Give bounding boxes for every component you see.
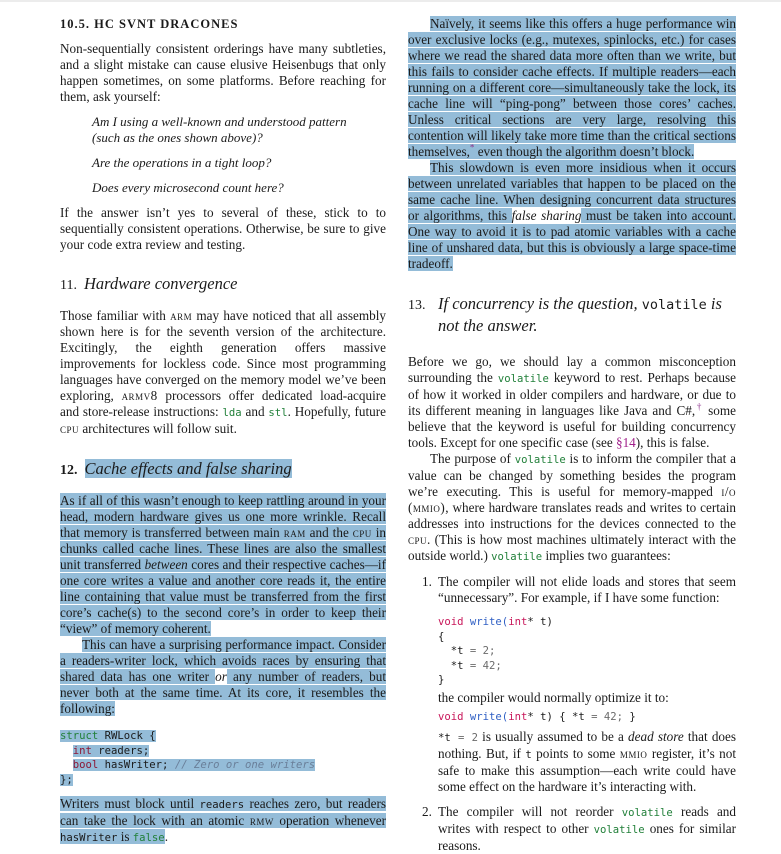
code-text: = 2; — [469, 645, 496, 658]
text-run: Naïvely, it seems like this offers a huge performance win over exclusive locks (e.g., mutexes, spinlocks, etc.) for cases where we read the shared data more often than we write, but this fails to consider cache effects. If multiple readers—each running on a different core—simultaneously take the lock, its cache line will “ping-pong” between those cores’ caches. Unless critical sections are very large, resolving this contention will likely take more time than the critical sections themselves, — [408, 16, 736, 159]
code-text: } — [623, 710, 636, 723]
code-text: * t) { *t — [527, 710, 592, 723]
highlight — [60, 493, 386, 636]
text-run: reaches zero, but readers can take the lock with an atomic — [60, 796, 386, 829]
section-number: 12. — [60, 463, 78, 478]
text-run: operation whenever — [273, 813, 386, 829]
code-keyword: struct — [60, 730, 99, 742]
text-run: any number of readers, but never both at the same time. At its core, it resembles the following: — [60, 669, 386, 716]
section-12-paragraph-2[interactable] — [60, 637, 386, 717]
abbr-cpu: cpu — [352, 525, 372, 540]
text-run: . Hopefully, future — [287, 404, 386, 419]
code-block-optimized — [438, 710, 736, 725]
text-run: This slowdown is even more insidious when it occurs between unrelated variables that happen to be placed on the same cache line. When designing concurrent data structures or algorithms, this — [408, 160, 736, 223]
abbr-mmio: mmio — [619, 745, 648, 761]
section-13-heading — [408, 294, 736, 336]
highlight — [60, 796, 386, 844]
text-run: must be taken into account. One way to avoid it is to pad atomic variables with a cache line of unshared data, but this is obviously a large space-time tradeoff. — [408, 208, 736, 271]
code-text: * t) — [527, 616, 553, 628]
code-text: { — [438, 630, 445, 643]
abbr-mmio: i/o (mmio) — [408, 484, 736, 515]
code-function: write — [469, 710, 502, 723]
intro-paragraph: Non-sequentially consistent orderings have many subtleties, and a slight mistake can cause elusive Heisenbugs that only happen sometimes, on some platforms. Before reaching for them, ask yourself: — [60, 41, 386, 104]
code-keyword: bool — [72, 759, 99, 772]
section-13-paragraph-1 — [408, 354, 736, 451]
section-12-heading — [60, 459, 386, 481]
text-run: Before we go, we should lay a common misconception surrounding the — [408, 354, 736, 385]
list-number: 2. — [422, 803, 432, 819]
code-volatile: volatile — [491, 551, 543, 563]
text-run: is — [117, 829, 133, 845]
abbr-cpu: cpu — [408, 532, 428, 547]
text-run: is not the answer. — [438, 294, 722, 335]
section-link[interactable]: §14 — [615, 435, 636, 450]
text-run: in chunks called cache lines. These lines are also the smallest unit transferred — [60, 525, 386, 572]
code-volatile: volatile — [593, 823, 645, 836]
list-item-2 — [408, 804, 736, 854]
text-run: . (This is how most machines ultimately interact with the outside world.) — [408, 532, 736, 563]
code-text: RWLock { — [98, 730, 156, 742]
text-run: architectures will follow suit. — [79, 421, 237, 436]
highlight — [408, 16, 736, 159]
section-title: Cache effects and false sharing — [84, 459, 292, 478]
text-run: implies two guarantees: — [542, 548, 671, 563]
running-head: 10.5. HC SVNT DRACONES — [60, 17, 239, 31]
code-text: ( — [501, 616, 509, 628]
list-text — [438, 804, 736, 854]
code-keyword: int — [508, 616, 528, 628]
text-run: is usually assumed to be a — [478, 728, 629, 744]
text-run: reads and writes with respect to other — [438, 803, 736, 836]
section-number: 11. — [60, 278, 77, 293]
code-text: hasWriter; — [98, 759, 175, 772]
code-text: readers; — [91, 744, 150, 757]
text-run: Writers must block until — [60, 796, 200, 812]
abbr-cpu: cpu — [60, 421, 80, 436]
text-run: even though the algorithm doesn’t block. — [474, 144, 695, 159]
emphasis-false-sharing: false sharing — [511, 208, 582, 223]
text-run: . — [164, 829, 168, 845]
code-comment: // Zero or one writers — [174, 759, 316, 772]
code-lda: lda — [222, 407, 242, 419]
text-run: points to some — [531, 745, 620, 761]
code-text: }; — [60, 773, 73, 786]
slowdown-paragraph[interactable] — [408, 160, 736, 272]
left-column — [60, 0, 386, 845]
code-keyword: void — [438, 616, 464, 628]
code-keyword: int — [72, 744, 92, 757]
question-1: Am I using a well-known and understood pattern (such as the ones shown above)? — [92, 114, 347, 145]
left-flow — [60, 0, 386, 846]
text-run: Those familiar with — [60, 308, 171, 323]
question-3: Does every microsecond count here? — [92, 180, 284, 195]
section-number: 13. — [408, 298, 426, 313]
text-run: ones for similar reasons. — [438, 820, 736, 853]
emphasis-between: between — [144, 557, 188, 572]
emphasis-dead-store: dead store — [628, 728, 684, 744]
code-text: *t — [438, 731, 451, 744]
code-text: = 42; — [469, 659, 502, 672]
code-stl: stl — [268, 407, 288, 419]
question-2: Are the operations in a tight loop? — [92, 155, 272, 170]
dead-store-paragraph — [438, 729, 736, 795]
right-flow — [408, 0, 736, 854]
highlight — [60, 637, 386, 716]
closing-paragraph: If the answer isn’t yes to several of these, stick to to sequentially consistent operations. Otherwise, be sure to give your code extra review and testing. — [60, 205, 386, 252]
text-run: , where hardware translates reads and writes to certain addresses into instructions for the devices connected to the — [408, 500, 736, 531]
text-run: keyword to rest. Perhaps because of how it worked in older compilers and hardware, or due to its different meaning in languages like Java and C#, — [408, 370, 736, 418]
code-keyword: void — [438, 710, 464, 723]
code-indent — [60, 759, 73, 771]
code-function: write — [469, 616, 502, 628]
code-text: } — [438, 674, 445, 687]
list-item-1 — [408, 574, 736, 795]
highlight — [408, 160, 736, 271]
code-haswriter: hasWriter — [60, 832, 118, 845]
text-run: ), this is false. — [635, 435, 710, 450]
text-run: and — [241, 404, 269, 419]
list-text-after: the compiler would normally optimize it to: — [438, 689, 669, 705]
text-run: As if all of this wasn’t enough to keep rattling around in your head, modern hardware gives us one more wrinkle. Recall that memory is transferred between main — [60, 493, 386, 540]
abbr-arm: arm — [170, 308, 193, 323]
abbr-ram: ram — [283, 525, 306, 540]
code-text: ( — [501, 710, 509, 723]
text-run: cores and their respective caches—if one core writes a value and another core reads it, the entire line containing that value must be transferred from the first core’s cache(s) to the second core’s in order to keep their “view” of memory coherent. — [60, 557, 386, 636]
code-volatile: volatile — [497, 373, 549, 385]
section-12-paragraph-3[interactable] — [60, 796, 386, 846]
text-run: that does nothing. But, if — [438, 728, 736, 761]
abbr-armv8: armv8 — [121, 388, 158, 403]
list-text: The compiler will not elide loads and stores that seem “unnecessary”. For example, if I have some function: — [438, 574, 736, 605]
text-run: register, it’s not safe to make this assumption—each write could have some effect on the hardware it’s interacting with. — [438, 745, 736, 794]
section-12-paragraph-1[interactable] — [60, 493, 386, 637]
text-run: is to inform the compiler that a value can be changed by something besides the program we’re executing. This is useful for memory-mapped — [408, 451, 736, 499]
code-block-rwlock — [60, 729, 386, 787]
code-false: false — [132, 832, 165, 845]
code-volatile: volatile — [641, 297, 707, 313]
code-volatile: volatile — [621, 806, 673, 819]
list-number: 1. — [422, 574, 432, 589]
text-run: The purpose of — [430, 451, 515, 466]
code-indent — [60, 745, 73, 757]
code-text: = 42; — [591, 710, 623, 723]
code-text: t — [525, 748, 532, 761]
text-run: The compiler will not reorder — [438, 803, 622, 819]
text-run: some believe that the keyword is useful for building concurrency tools. Except for one specific case (see — [408, 403, 737, 450]
code-text: *t — [438, 659, 470, 672]
code-volatile: volatile — [514, 454, 566, 466]
section-11-paragraph — [60, 308, 386, 437]
abbr-rmw: rmw — [249, 813, 274, 829]
naively-paragraph[interactable] — [408, 16, 736, 160]
right-column — [408, 0, 737, 853]
section-title: Hardware convergence — [83, 274, 238, 293]
text-run: If concurrency is the question, — [438, 294, 642, 313]
code-block-write — [438, 615, 736, 688]
code-text: *t — [438, 645, 470, 658]
code-keyword: int — [508, 710, 528, 723]
footnote-marker[interactable]: † — [695, 401, 704, 412]
code-text: = 2 — [450, 731, 479, 744]
text-run: This can have a surprising performance impact. Consider a readers-writer lock, which avoids races by ensuring that shared data has one writer — [60, 637, 386, 684]
text-run: and the — [305, 525, 353, 540]
text-run: may have noticed that all assembly shown here is for the seventh version of the architecture. Excitingly, the eighth generation offers massive improvements for lockless code. Since most programming languages have converged on the memory model we’ve been exploring, — [60, 308, 386, 403]
text-run: processors offer dedicated load-acquire and store-release instructions: — [60, 388, 386, 419]
section-11-heading — [60, 274, 386, 296]
code-readers: readers — [199, 799, 245, 812]
footnote-marker[interactable]: * — [469, 142, 475, 153]
section-13-paragraph-2 — [408, 451, 736, 565]
emphasis-or: or — [215, 669, 227, 684]
